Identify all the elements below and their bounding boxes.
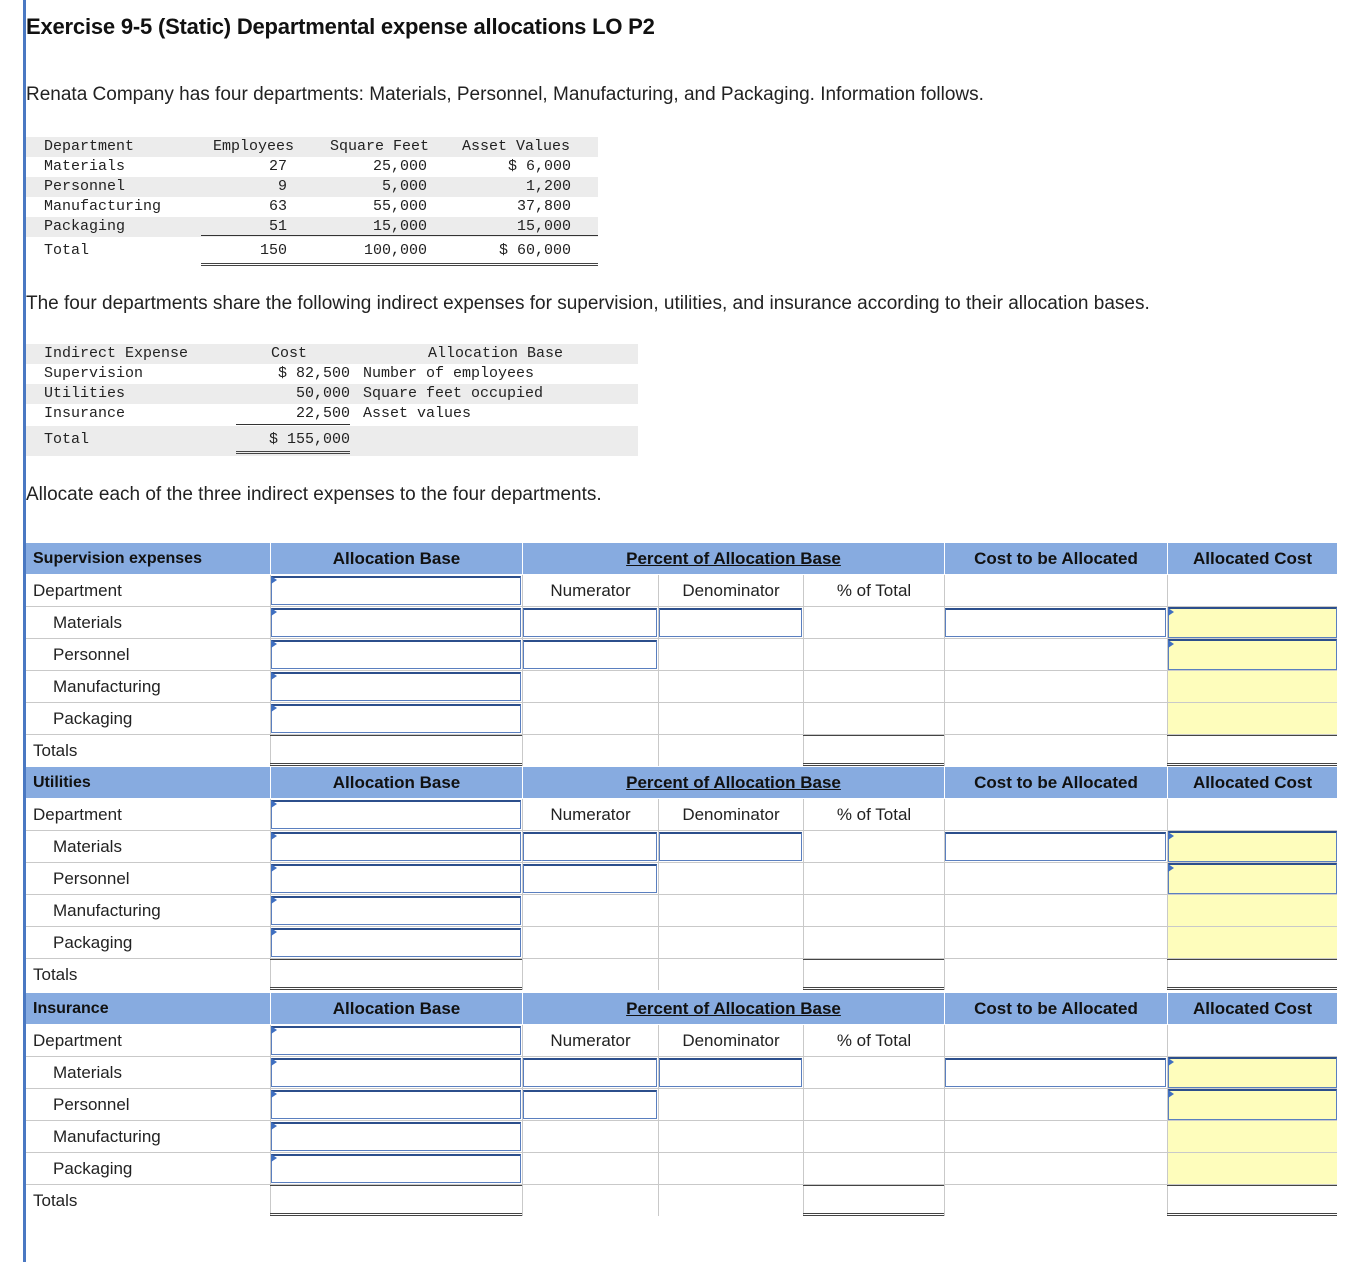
totals-label: Totals <box>33 741 78 760</box>
allocated-cost-input[interactable] <box>1168 927 1337 958</box>
allocated-cost-input[interactable] <box>1168 895 1337 926</box>
dropdown-marker-icon <box>271 1122 277 1130</box>
cell: Total <box>44 242 90 259</box>
dropdown-marker-icon <box>271 832 277 840</box>
allocation-base-input[interactable] <box>271 928 521 957</box>
grid-cell <box>658 639 803 670</box>
grid-cell <box>658 735 803 766</box>
cell: 9 <box>277 178 287 195</box>
allocated-cost-input[interactable] <box>1168 831 1337 862</box>
col-header: Square Feet <box>330 138 430 155</box>
double-underline <box>201 263 598 266</box>
allocation-base-header: Allocation Base <box>270 543 522 574</box>
total-value-field[interactable] <box>1168 961 1336 985</box>
double-underline <box>803 1213 944 1216</box>
col-header: Department <box>44 138 135 155</box>
section-title: Supervision expenses <box>33 550 202 567</box>
grid-cell <box>944 1185 1167 1216</box>
dropdown-marker-icon <box>1168 1090 1174 1098</box>
percent-of-base-header: Percent of Allocation Base <box>522 543 944 574</box>
department-name: Manufacturing <box>53 677 161 696</box>
denominator-label: Denominator <box>658 799 803 830</box>
department-row <box>26 831 1337 863</box>
cell: Total <box>44 431 90 448</box>
grid-cell <box>944 927 1167 958</box>
double-underline <box>803 763 944 766</box>
dropdown-marker-icon <box>271 1026 277 1034</box>
table-row <box>26 404 638 424</box>
allocation-base-input[interactable] <box>271 640 521 669</box>
department-name: Packaging <box>53 933 133 952</box>
table-row-total <box>26 241 598 261</box>
indirect-table-header <box>26 344 638 364</box>
grid-cell <box>658 895 803 926</box>
dropdown-marker-icon <box>271 704 277 712</box>
double-underline <box>270 763 522 766</box>
department-name: Materials <box>53 613 122 632</box>
worksheet-section <box>26 543 1337 767</box>
percent-of-base-header: Percent of Allocation Base <box>522 767 944 798</box>
grid-cell <box>803 1153 944 1184</box>
allocated-cost-header: Allocated Cost <box>1167 767 1337 798</box>
grid-cell <box>803 671 944 702</box>
total-value-field[interactable] <box>1168 1187 1336 1211</box>
table-row <box>26 157 598 177</box>
allocation-base-input[interactable] <box>271 896 521 925</box>
grid-cell <box>944 735 1167 766</box>
allocated-cost-input[interactable] <box>1168 863 1337 894</box>
grid-cell <box>522 671 658 702</box>
total-value-field[interactable] <box>271 961 521 985</box>
cell: Number of employees <box>363 365 535 382</box>
cost-to-allocate-input[interactable] <box>945 1058 1166 1087</box>
cell: Personnel <box>44 178 126 195</box>
allocated-cost-header: Allocated Cost <box>1167 993 1337 1024</box>
total-line <box>270 735 522 736</box>
allocated-cost-input[interactable] <box>1168 1089 1337 1120</box>
totals-row <box>26 735 1337 767</box>
total-line <box>803 735 944 736</box>
department-row <box>26 895 1337 927</box>
section-header-row <box>26 543 1337 575</box>
dropdown-marker-icon <box>1168 640 1174 648</box>
cell: 63 <box>268 198 287 215</box>
double-underline <box>1167 1213 1337 1216</box>
dropdown-marker-icon <box>271 672 277 680</box>
grid-cell <box>522 1121 658 1152</box>
cell: $ 6,000 <box>507 158 571 175</box>
department-row <box>26 1121 1337 1153</box>
cell: $ 60,000 <box>498 242 571 259</box>
grid-cell <box>522 703 658 734</box>
allocation-base-header: Allocation Base <box>270 767 522 798</box>
allocation-base-input[interactable] <box>271 1026 521 1055</box>
col-header: Allocation Base <box>428 345 564 362</box>
dropdown-marker-icon <box>271 1090 277 1098</box>
department-row <box>26 671 1337 703</box>
table-row <box>26 384 638 404</box>
grid-cell <box>658 863 803 894</box>
cell: Manufacturing <box>44 198 162 215</box>
cell: 1,200 <box>525 178 571 195</box>
cost-to-allocate-input[interactable] <box>945 608 1166 637</box>
grid-cell <box>944 703 1167 734</box>
worksheet-section <box>26 767 1337 991</box>
department-name: Personnel <box>53 645 130 664</box>
department-name: Packaging <box>53 709 133 728</box>
allocation-base-input[interactable] <box>271 1154 521 1183</box>
cell: 150 <box>259 242 287 259</box>
total-line <box>803 1185 944 1186</box>
col-header: Employees <box>213 138 295 155</box>
cell: Asset values <box>363 405 472 422</box>
paragraph-2: The four departments share the following indirect expenses for supervision, utilities, and insurance according to their allocation bases. <box>26 293 1150 314</box>
cell: 15,000 <box>516 218 571 235</box>
total-line <box>270 959 522 960</box>
grid-cell <box>944 1025 1167 1056</box>
total-line <box>1167 735 1337 736</box>
numerator-input[interactable] <box>523 864 657 893</box>
total-value-field[interactable] <box>271 737 521 761</box>
double-underline <box>270 987 522 990</box>
double-underline <box>236 451 350 454</box>
denominator-input[interactable] <box>659 832 802 861</box>
col-header: Asset Values <box>462 138 571 155</box>
grid-cell <box>522 1153 658 1184</box>
dropdown-marker-icon <box>1168 608 1174 616</box>
allocated-cost-input[interactable] <box>1168 639 1337 670</box>
denominator-input[interactable] <box>659 608 802 637</box>
department-row <box>26 1057 1337 1089</box>
allocated-cost-header: Allocated Cost <box>1167 543 1337 574</box>
grid-cell <box>944 1089 1167 1120</box>
grid-cell <box>522 927 658 958</box>
department-row <box>26 639 1337 671</box>
cell: Insurance <box>44 405 126 422</box>
totals-row <box>26 1185 1337 1217</box>
table-row <box>26 177 598 197</box>
pct-total-label: % of Total <box>803 575 944 606</box>
totals-row <box>26 959 1337 991</box>
worksheet-section <box>26 993 1337 1217</box>
numerator-label: Numerator <box>522 799 658 830</box>
grid-cell <box>944 1153 1167 1184</box>
grid-cell <box>803 607 944 638</box>
denominator-label: Denominator <box>658 575 803 606</box>
grid-cell <box>944 1121 1167 1152</box>
double-underline <box>270 1213 522 1216</box>
total-value-field[interactable] <box>804 737 943 761</box>
department-label: Department <box>33 1031 122 1050</box>
department-row <box>26 863 1337 895</box>
grid-cell <box>803 639 944 670</box>
grid-cell <box>803 703 944 734</box>
total-value-field[interactable] <box>1168 737 1336 761</box>
divider <box>201 235 598 236</box>
dropdown-marker-icon <box>271 1058 277 1066</box>
grid-cell <box>522 1185 658 1216</box>
grid-cell <box>803 1121 944 1152</box>
allocation-base-input[interactable] <box>271 576 521 605</box>
grid-cell <box>658 671 803 702</box>
allocated-cost-input[interactable] <box>1168 1057 1337 1088</box>
dropdown-marker-icon <box>271 928 277 936</box>
cell: 37,800 <box>516 198 571 215</box>
grid-cell <box>1167 575 1337 606</box>
page-title: Exercise 9-5 (Static) Departmental expense allocations LO P2 <box>26 14 655 39</box>
grid-cell <box>803 831 944 862</box>
total-value-field[interactable] <box>804 1187 943 1211</box>
numerator-input[interactable] <box>523 608 657 637</box>
dropdown-marker-icon <box>271 1154 277 1162</box>
cell: Supervision <box>44 365 144 382</box>
dropdown-marker-icon <box>1168 1058 1174 1066</box>
cell: $ 82,500 <box>277 365 350 382</box>
grid-cell <box>658 1121 803 1152</box>
grid-cell <box>803 1089 944 1120</box>
numerator-input[interactable] <box>523 1058 657 1087</box>
intro-text: Renata Company has four departments: Materials, Personnel, Manufacturing, and Packaging. Information follows. <box>26 84 984 105</box>
totals-label: Totals <box>33 965 78 984</box>
grid-cell <box>658 703 803 734</box>
grid-cell <box>944 895 1167 926</box>
total-value-field[interactable] <box>804 961 943 985</box>
dept-table-header <box>26 137 598 157</box>
dropdown-marker-icon <box>271 640 277 648</box>
grid-cell <box>522 959 658 990</box>
cell: 25,000 <box>372 158 427 175</box>
grid-cell <box>803 895 944 926</box>
grid-cell <box>944 639 1167 670</box>
allocation-base-input[interactable] <box>271 704 521 733</box>
double-underline <box>1167 987 1337 990</box>
dropdown-marker-icon <box>1168 832 1174 840</box>
cell: Packaging <box>44 218 126 235</box>
divider <box>236 424 350 425</box>
department-name: Personnel <box>53 1095 130 1114</box>
cell: 50,000 <box>295 385 350 402</box>
cell: 5,000 <box>381 178 427 195</box>
allocation-base-input[interactable] <box>271 1058 521 1087</box>
total-line <box>803 959 944 960</box>
grid-cell <box>803 1057 944 1088</box>
total-value-field[interactable] <box>271 1187 521 1211</box>
department-row <box>26 703 1337 735</box>
table-row <box>26 364 638 384</box>
department-subheader-row <box>26 1025 1337 1057</box>
grid-cell <box>658 1153 803 1184</box>
table-row <box>26 197 598 217</box>
cost-to-allocate-header: Cost to be Allocated <box>944 543 1167 574</box>
col-header: Indirect Expense <box>44 345 189 362</box>
grid-cell <box>658 959 803 990</box>
allocation-base-input[interactable] <box>271 608 521 637</box>
paragraph-3: Allocate each of the three indirect expenses to the four departments. <box>26 484 602 505</box>
department-name: Personnel <box>53 869 130 888</box>
grid-cell <box>944 799 1167 830</box>
denominator-input[interactable] <box>659 1058 802 1087</box>
numerator-input[interactable] <box>523 1090 657 1119</box>
department-name: Materials <box>53 837 122 856</box>
grid-cell <box>1167 799 1337 830</box>
grid-cell <box>803 863 944 894</box>
cell: 100,000 <box>363 242 427 259</box>
section-header-row <box>26 767 1337 799</box>
grid-cell <box>658 1185 803 1216</box>
department-subheader-row <box>26 799 1337 831</box>
double-underline <box>1167 763 1337 766</box>
total-line <box>1167 1185 1337 1186</box>
section-header-row <box>26 993 1337 1025</box>
grid-cell <box>944 671 1167 702</box>
allocated-cost-input[interactable] <box>1168 1121 1337 1152</box>
grid-cell <box>944 863 1167 894</box>
double-underline <box>803 987 944 990</box>
grid-cell <box>658 1089 803 1120</box>
cell: 27 <box>268 158 287 175</box>
department-row <box>26 927 1337 959</box>
department-name: Materials <box>53 1063 122 1082</box>
grid-cell <box>944 575 1167 606</box>
cell: 22,500 <box>295 405 350 422</box>
grid-cell <box>1167 1025 1337 1056</box>
allocated-cost-input[interactable] <box>1168 1153 1337 1184</box>
numerator-label: Numerator <box>522 575 658 606</box>
cell: 15,000 <box>372 218 427 235</box>
total-line <box>270 1185 522 1186</box>
allocated-cost-input[interactable] <box>1168 607 1337 638</box>
allocation-base-input[interactable] <box>271 672 521 701</box>
pct-total-label: % of Total <box>803 1025 944 1056</box>
allocation-base-input[interactable] <box>271 1122 521 1151</box>
department-label: Department <box>33 805 122 824</box>
grid-cell <box>803 927 944 958</box>
allocation-base-input[interactable] <box>271 1090 521 1119</box>
department-name: Packaging <box>53 1159 133 1178</box>
cell: Materials <box>44 158 126 175</box>
cell: Utilities <box>44 385 126 402</box>
cost-to-allocate-header: Cost to be Allocated <box>944 993 1167 1024</box>
col-header: Cost <box>271 345 308 362</box>
department-name: Manufacturing <box>53 1127 161 1146</box>
section-title: Insurance <box>33 1000 109 1017</box>
total-line <box>1167 959 1337 960</box>
cell: 51 <box>268 218 287 235</box>
allocated-cost-input[interactable] <box>1168 703 1337 734</box>
denominator-label: Denominator <box>658 1025 803 1056</box>
numerator-input[interactable] <box>523 640 657 669</box>
grid-cell <box>944 959 1167 990</box>
cost-to-allocate-header: Cost to be Allocated <box>944 767 1167 798</box>
department-subheader-row <box>26 575 1337 607</box>
allocation-base-input[interactable] <box>271 800 521 829</box>
dropdown-marker-icon <box>271 800 277 808</box>
cell: $ 155,000 <box>268 431 350 448</box>
dropdown-marker-icon <box>271 896 277 904</box>
dropdown-marker-icon <box>271 608 277 616</box>
dropdown-marker-icon <box>1168 864 1174 872</box>
numerator-label: Numerator <box>522 1025 658 1056</box>
cell: Square feet occupied <box>363 385 544 402</box>
cell: 55,000 <box>372 198 427 215</box>
department-row <box>26 1089 1337 1121</box>
grid-cell <box>522 735 658 766</box>
department-name: Manufacturing <box>53 901 161 920</box>
pct-total-label: % of Total <box>803 799 944 830</box>
department-row <box>26 607 1337 639</box>
numerator-input[interactable] <box>523 832 657 861</box>
allocated-cost-input[interactable] <box>1168 671 1337 702</box>
totals-label: Totals <box>33 1191 78 1210</box>
allocation-base-header: Allocation Base <box>270 993 522 1024</box>
dropdown-marker-icon <box>271 864 277 872</box>
percent-of-base-header: Percent of Allocation Base <box>522 993 944 1024</box>
grid-cell <box>522 895 658 926</box>
grid-cell <box>658 927 803 958</box>
table-row <box>26 217 598 237</box>
cost-to-allocate-input[interactable] <box>945 832 1166 861</box>
section-title: Utilities <box>33 774 91 791</box>
allocation-base-input[interactable] <box>271 832 521 861</box>
department-row <box>26 1153 1337 1185</box>
allocation-base-input[interactable] <box>271 864 521 893</box>
dropdown-marker-icon <box>271 576 277 584</box>
department-label: Department <box>33 581 122 600</box>
